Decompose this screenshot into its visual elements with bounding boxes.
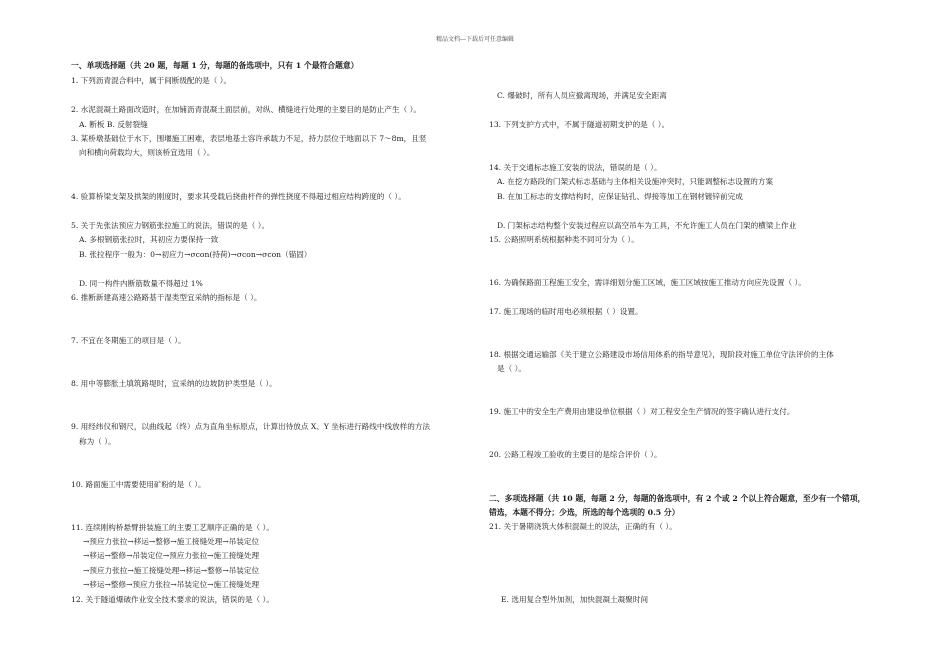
question-2: 2. 水泥混凝土路面改造时，在加铺沥青混凝土面层前，对纵、横缝进行处理的主要目的是防止产生（ ）。 [71, 105, 421, 114]
question-5-option-b: B. 张拉程序一般为：0→初应力→σcon(持荷)→σcon→σcon（锚固） [79, 250, 312, 259]
question-13: 13. 下列支护方式中，不属于隧道初期支护的是（ ）。 [489, 120, 670, 129]
question-3-continued: 向和横向荷载均大，则该桥宜选用（ ）。 [79, 148, 215, 157]
question-11-option-a: →预应力张拉→移运→整修→施工接缝处理→吊装定位 [83, 537, 260, 546]
question-21: 21. 关于暑期浇筑大体积混凝土的说法，正确的有（ ）。 [489, 522, 677, 531]
section-2-title-continued: 错选，本题不得分；少选，所选的每个选项的 0.5 分） [489, 508, 680, 517]
question-11-option-c: →预应力张拉→施工接缝处理→移运→整修→吊装定位 [83, 566, 260, 575]
question-5: 5. 关于先张法预应力钢筋张拉施工的说法，错误的是（ ）。 [71, 221, 270, 230]
question-3: 3. 某桥墩基础位于水下，围堰施工困难，表层地基土容许承载力不足，持力层位于地面以下 7～8m，且竖 [71, 134, 427, 143]
question-4: 4. 验算桥梁支架及拱架的刚度时，要求其受载后挠曲杆件的弹性挠度不得超过相应结构跨度的（ ）。 [71, 192, 406, 201]
question-18-continued: 是（ ）。 [497, 364, 526, 373]
question-14-option-d: D. 门架标志结构整个安装过程应以高空吊车为工具，不允许施工人员在门架的横梁上作业 [497, 221, 797, 230]
question-14: 14. 关于交通标志施工安装的说法，错误的是（ ）。 [489, 163, 662, 172]
section-1-title: 一、单项选择题（共 20 题，每题 1 分，每题的备选项中，只有 1 个最符合题意） [71, 61, 359, 70]
question-12-option-c: C. 爆破时，所有人员应撤离现场，并满足安全距离 [497, 91, 667, 100]
question-10: 10. 路面施工中需要使用矿粉的是（ ）。 [71, 480, 206, 489]
question-14-option-a: A. 在挖方路段的门架式标志基础与主体相关设施冲突时，只能调整标志设置的方案 [497, 177, 774, 186]
question-5-option-a: A. 多根钢筋张拉时，其初应力要保持一致 [79, 235, 219, 244]
question-9: 9. 用经纬仪和钢尺，以曲线起（终）点为直角坐标原点，计算出待放点 X、Y 坐标进行路线中线放样的方法 [71, 422, 431, 431]
section-2-title: 二、多项选择题（共 10 题，每题 2 分，每题的备选项中，有 2 个或 2 个以上符合题意，至少有一个错项， [489, 494, 866, 503]
question-11-option-b: →移运→整修→吊装定位→预应力张拉→施工接缝处理 [83, 551, 260, 560]
question-1: 1. 下列沥青混合料中，属于间断级配的是（ ）。 [71, 76, 232, 85]
question-12: 12. 关于隧道爆破作业安全技术要求的说法，错误的是（ ）。 [71, 595, 274, 604]
question-14-option-b: B. 在加工标志的支撑结构时，应保证钻孔、焊接等加工在钢材镀锌前完成 [497, 192, 743, 201]
question-2-options: A. 断板 B. 反射裂缝 [79, 120, 148, 129]
question-21-option-e: E. 选用复合型外加剂，加快混凝土凝聚时间 [501, 595, 649, 604]
question-7: 7. 不宜在冬期施工的项目是（ ）。 [71, 336, 186, 345]
question-20: 20. 公路工程竣工验收的主要目的是综合评价（ ）。 [489, 450, 662, 459]
question-19: 19. 施工中的安全生产费用由建设单位根据（ ）对工程安全生产情况的签字确认进行支付。 [489, 407, 795, 416]
question-18: 18. 根据交通运输部《关于建立公路建设市场信用体系的指导意见》，现阶段对施工单位守法评价的主体 [489, 350, 834, 359]
question-5-option-d: D. 同一构件内断筋数量不得超过 1% [79, 279, 203, 288]
question-11: 11. 连续刚构桥悬臂拼装施工的主要工艺顺序正确的是（ ）。 [71, 523, 274, 532]
question-16: 16. 为确保路面工程施工安全，需详细划分施工区域，施工区域按施工推动方向应先设置（ ）。 [489, 278, 806, 287]
header-watermark: 精品文档---下载后可任意编辑 [435, 36, 515, 43]
question-11-option-d: →移运→整修→预应力张拉→吊装定位→施工接缝处理 [83, 580, 260, 589]
question-6: 6. 推断新建高速公路路基干湿类型宜采纳的指标是（ ）。 [71, 293, 262, 302]
question-8: 8. 用中等膨胀土填筑路堤时，宜采纳的边坡防护类型是（ ）。 [71, 379, 277, 388]
question-9-continued: 称为（ ）。 [79, 437, 116, 446]
question-15: 15. 公路照明系统根据种类不同可分为（ ）。 [489, 235, 639, 244]
question-17: 17. 施工现场的临时用电必须根据（ ）设置。 [489, 307, 643, 316]
